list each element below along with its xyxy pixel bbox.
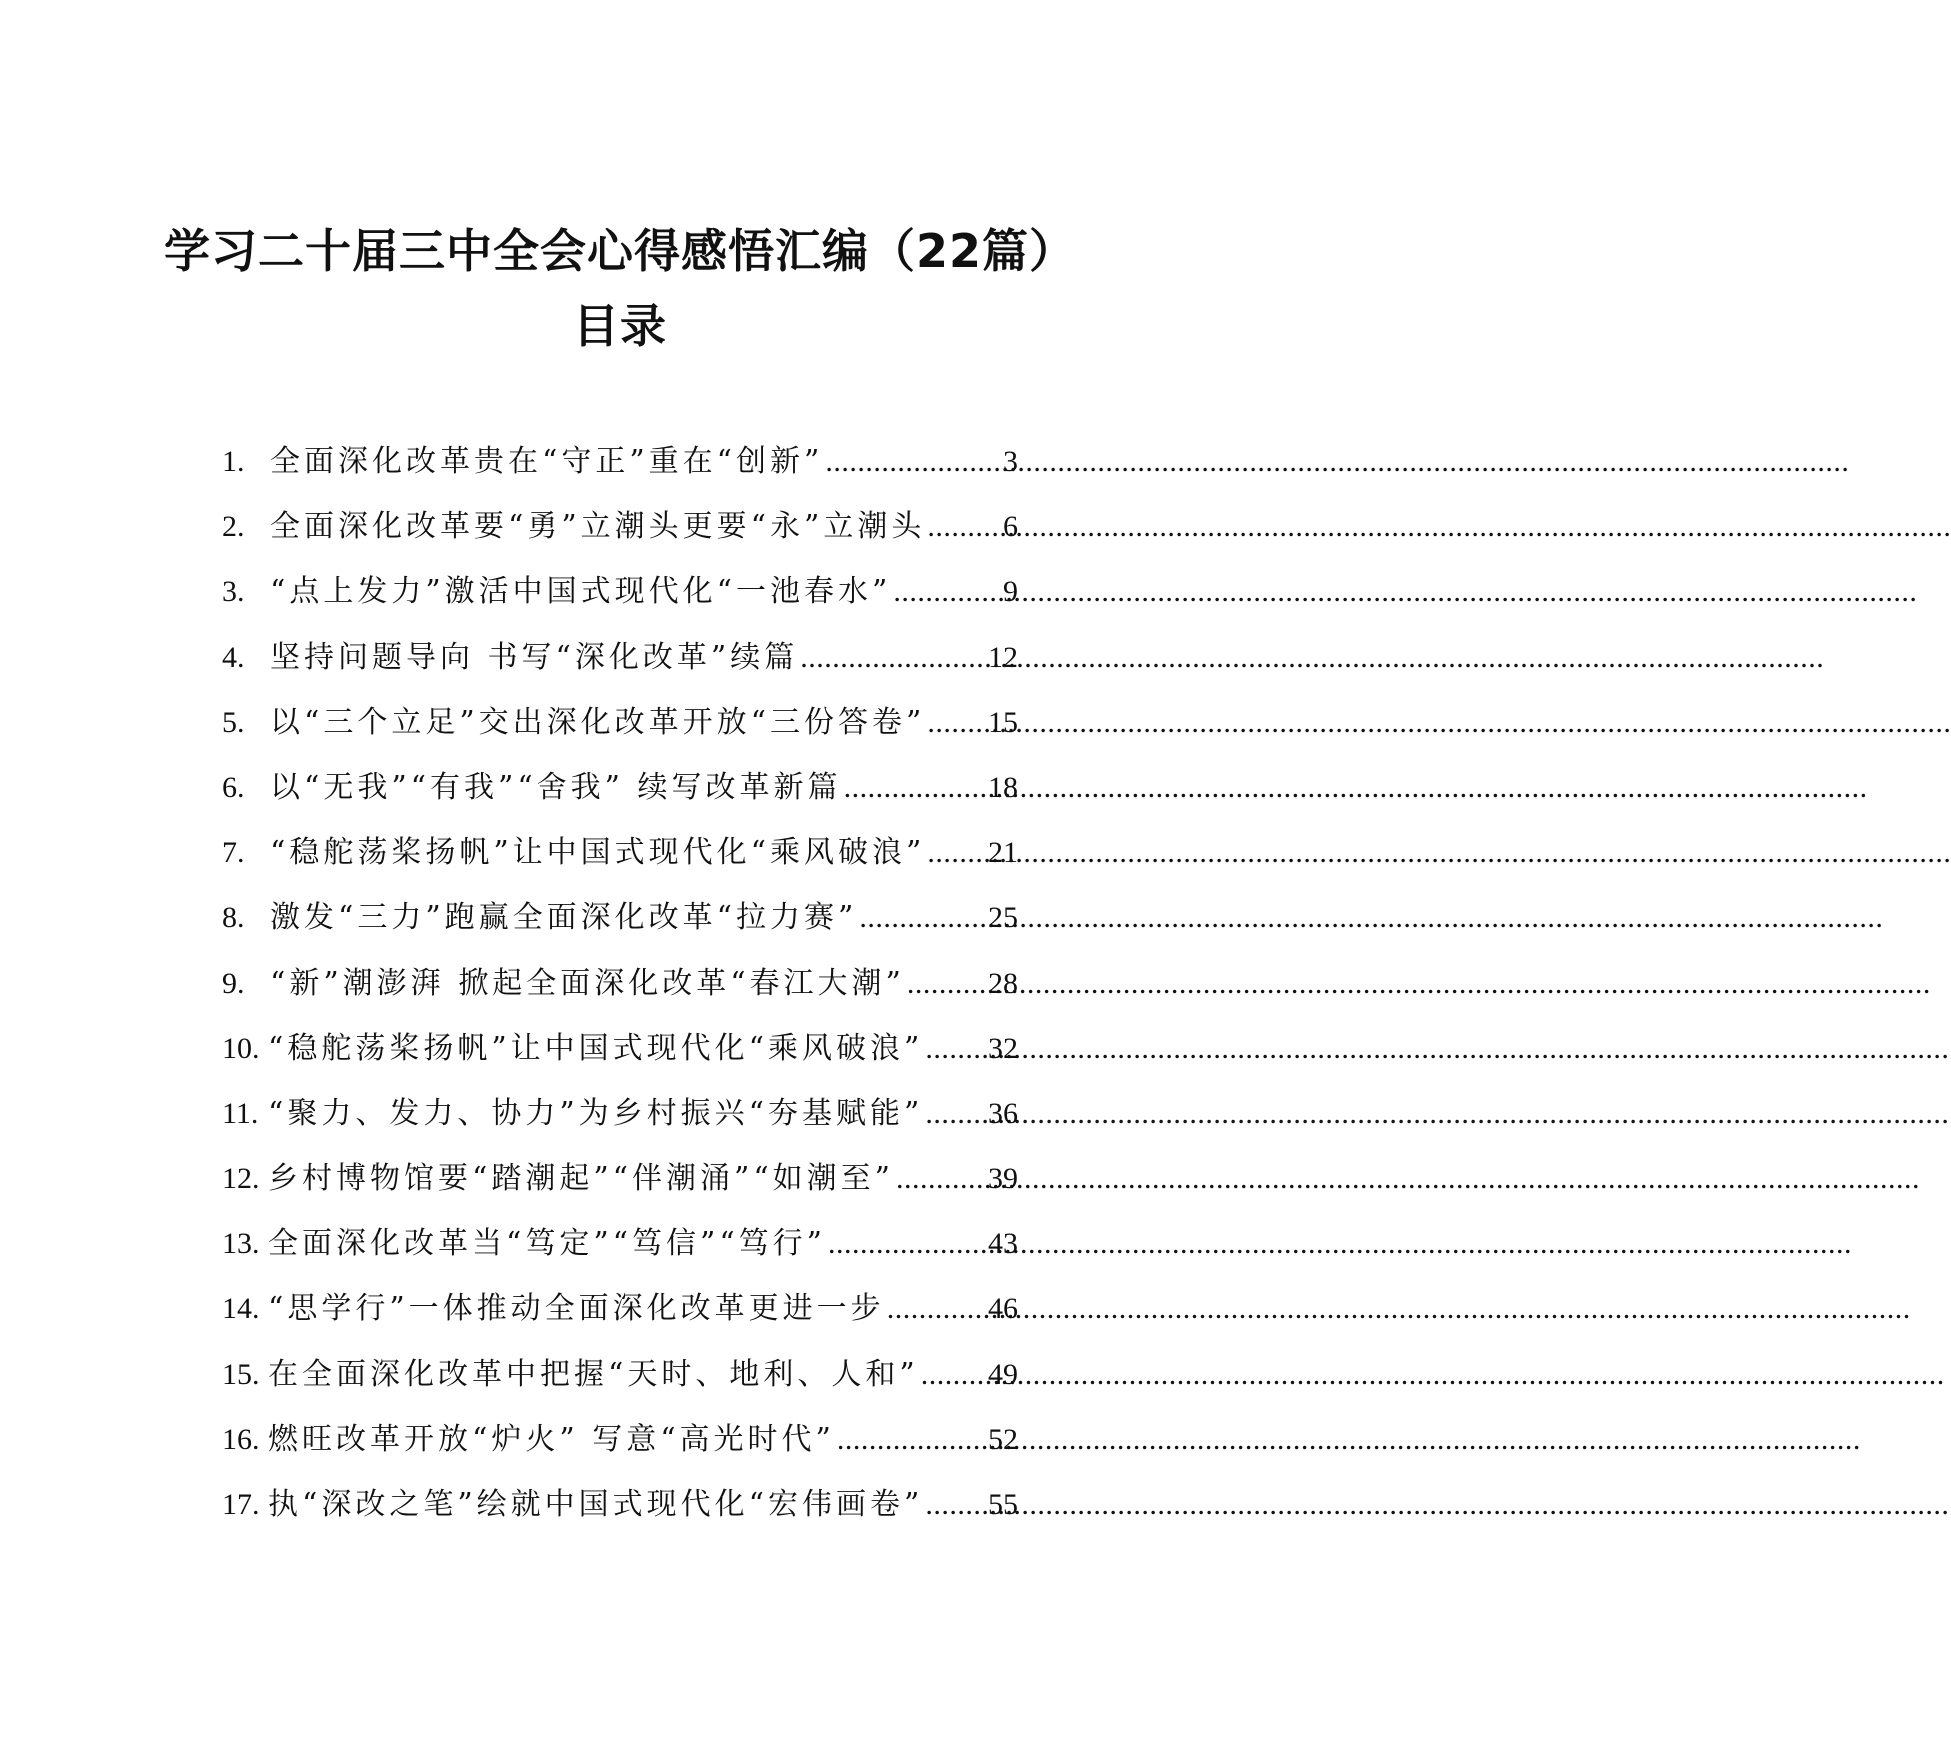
toc-dot-leader [925, 509, 1003, 545]
toc-entry[interactable] [222, 444, 1018, 509]
toc-dot-leader [925, 705, 988, 741]
toc-entry[interactable] [222, 640, 1018, 705]
toc-entry-page: 52 [988, 1422, 1018, 1456]
toc-entry-title: “点上发力”激活中国式现代化“一池春水” [270, 574, 892, 610]
toc-entry-number: 9. [222, 966, 245, 1000]
toc-entry-page: 3 [1003, 445, 1018, 478]
toc-entry-number: 1. [222, 445, 245, 478]
toc-entry-number: 2. [222, 510, 245, 544]
toc-entry-number: 11. [222, 1096, 259, 1130]
toc-dot-leader [923, 1031, 988, 1067]
toc-entry-title: 乡村博物馆要“踏潮起”“伴潮涌”“如潮至” [268, 1161, 895, 1197]
toc-entry-title: 以“无我”“有我”“舍我” 续写改革新篇 [270, 769, 842, 805]
toc-entry-title: “聚力、发力、协力”为乡村振兴“夯基赋能” [268, 1095, 924, 1131]
toc-entry-title: 全面深化改革贵在“守正”重在“创新” [270, 444, 824, 479]
toc-dot-leader [923, 1096, 988, 1132]
toc-entry[interactable] [222, 966, 1018, 1031]
document-title: 学习二十届三中全会心得感悟汇编（22篇） [163, 224, 1076, 278]
toc-entry-page: 15 [988, 705, 1018, 739]
toc-entry-number: 10. [222, 1031, 260, 1065]
toc-entry[interactable] [222, 705, 1018, 770]
toc-dot-leader [891, 574, 1003, 610]
toc-entry[interactable] [222, 770, 1018, 835]
toc-entry[interactable] [222, 1161, 1018, 1226]
toc-dot-leader [885, 1291, 988, 1327]
toc-entry-title: 激发“三力”跑赢全面深化改革“拉力赛” [270, 900, 858, 936]
toc-entry[interactable] [222, 1031, 1018, 1096]
toc-entry[interactable] [222, 574, 1018, 639]
toc-entry[interactable] [222, 1291, 1018, 1356]
toc-entry-page: 55 [988, 1488, 1018, 1521]
toc-entry[interactable] [222, 835, 1018, 900]
toc-entry-title: 执“深改之笔”绘就中国式现代化“宏伟画卷” [268, 1487, 924, 1522]
toc-entry-number: 14. [222, 1292, 260, 1326]
toc-entry[interactable] [222, 509, 1018, 574]
toc-entry-number: 5. [222, 705, 245, 739]
toc-entry-page: 32 [988, 1031, 1018, 1065]
toc-entry-title: “稳舵荡桨扬帆”让中国式现代化“乘风破浪” [268, 1030, 924, 1066]
toc-entry-page: 25 [988, 901, 1018, 935]
toc-entry-number: 7. [222, 836, 245, 870]
toc-dot-leader [823, 444, 1003, 480]
toc-entry-title: 以“三个立足”交出深化改革开放“三份答卷” [270, 704, 926, 740]
toc-dot-leader [905, 966, 988, 1002]
toc-entry-page: 39 [988, 1162, 1018, 1196]
toc-entry-page: 46 [988, 1292, 1018, 1326]
toc-entry-title: 全面深化改革要“勇”立潮头更要“永”立潮头 [270, 509, 926, 545]
toc-entry-number: 12. [222, 1162, 260, 1196]
toc-entry-title: “新”潮澎湃 掀起全面深化改革“春江大潮” [270, 965, 905, 1001]
toc-entry-page: 49 [988, 1357, 1018, 1391]
toc-entry[interactable] [222, 1357, 1018, 1422]
toc-entry-number: 3. [222, 575, 245, 609]
toc-entry-page: 43 [988, 1227, 1018, 1261]
toc-dot-leader [919, 1357, 988, 1393]
toc-entry-page: 18 [988, 770, 1018, 804]
toc-dot-leader [857, 900, 988, 936]
toc-dot-leader [842, 770, 988, 806]
toc-entry-title: 全面深化改革当“笃定”“笃信”“笃行” [268, 1226, 827, 1262]
toc-entry-page: 12 [988, 640, 1018, 674]
toc-entry-page: 6 [1003, 510, 1018, 544]
toc-dot-leader [835, 1422, 988, 1458]
toc-entry-number: 17. [222, 1488, 260, 1521]
toc-dot-leader [925, 835, 988, 871]
table-of-contents [222, 444, 1018, 1552]
toc-entry[interactable] [222, 1422, 1018, 1487]
toc-entry-number: 16. [222, 1422, 260, 1456]
toc-entry-number: 13. [222, 1227, 260, 1261]
toc-entry-number: 6. [222, 770, 245, 804]
toc-entry-title: “稳舵荡桨扬帆”让中国式现代化“乘风破浪” [270, 835, 926, 871]
toc-entry-page: 28 [988, 966, 1018, 1000]
toc-entry-title: 在全面深化改革中把握“天时、地利、人和” [268, 1356, 919, 1392]
toc-entry-title: 燃旺改革开放“炉火” 写意“高光时代” [268, 1421, 835, 1457]
toc-heading: 目录 [573, 299, 667, 353]
toc-entry-number: 15. [222, 1357, 260, 1391]
toc-dot-leader [826, 1226, 988, 1262]
toc-entry-title: “思学行”一体推动全面深化改革更进一步 [268, 1291, 885, 1327]
toc-entry-title: 坚持问题导向 书写“深化改革”续篇 [270, 639, 799, 675]
toc-entry-number: 4. [222, 640, 245, 674]
toc-dot-leader [798, 640, 988, 676]
toc-entry-page: 36 [988, 1096, 1018, 1130]
toc-entry[interactable] [222, 1226, 1018, 1291]
toc-entry[interactable] [222, 900, 1018, 965]
toc-entry-number: 8. [222, 901, 245, 935]
toc-dot-leader [894, 1161, 988, 1197]
toc-entry[interactable] [222, 1096, 1018, 1161]
toc-entry[interactable] [222, 1487, 1018, 1552]
toc-entry-page: 21 [988, 836, 1018, 870]
toc-entry-page: 9 [1003, 575, 1018, 609]
toc-dot-leader [923, 1487, 988, 1523]
